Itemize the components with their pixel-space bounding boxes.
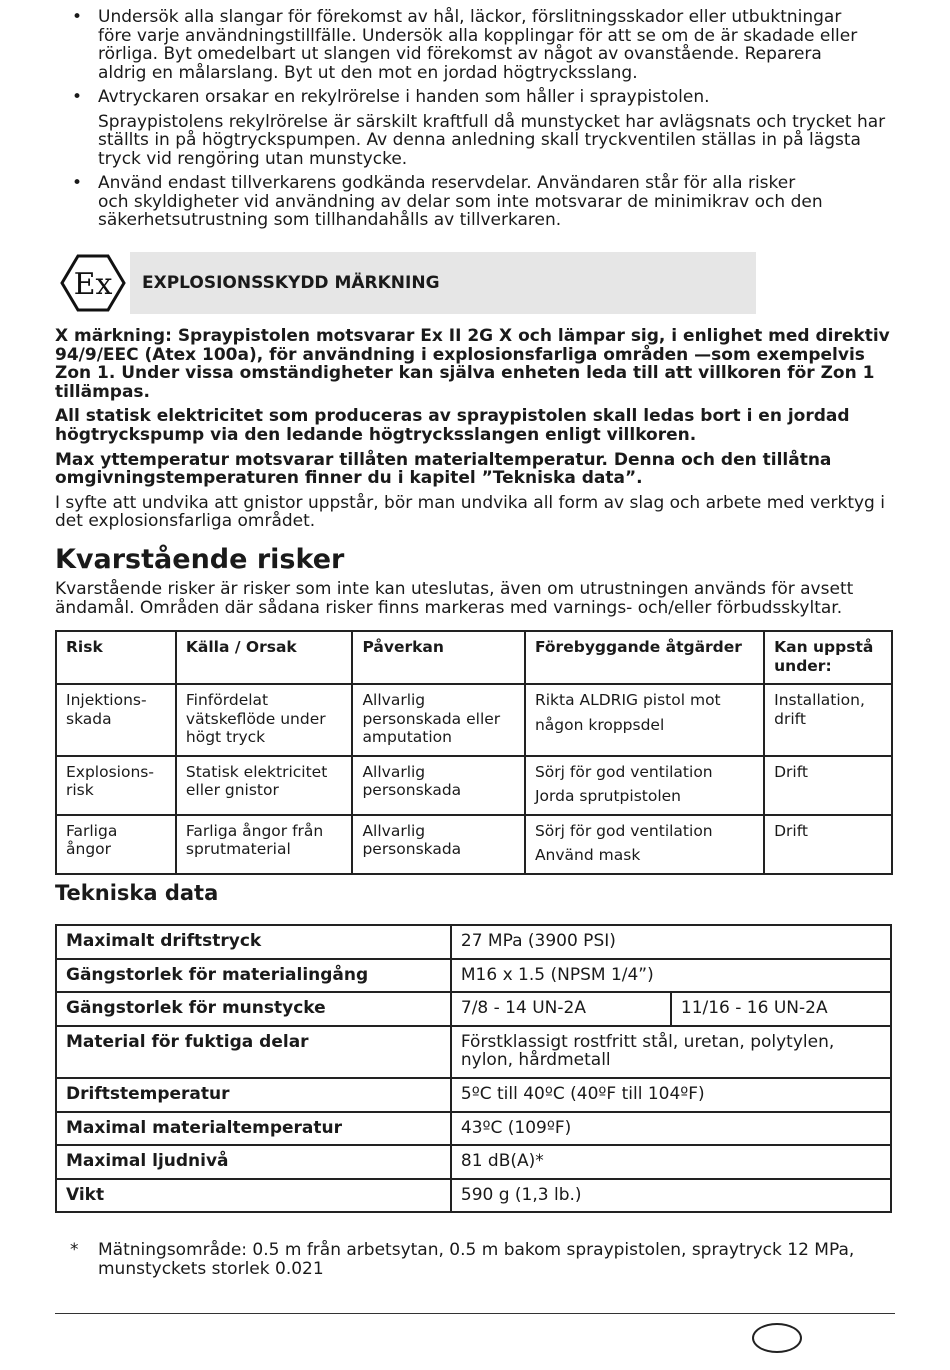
bullet-line: Avtryckaren orsakar en rekylrörelse i handen som håller i spraypistolen. <box>98 87 710 107</box>
risk-table-cell <box>525 756 764 815</box>
tech-value: 7/8 - 14 UN-2A <box>451 992 671 1026</box>
risk-table-cell <box>525 684 764 756</box>
risk-table-cell <box>56 756 176 815</box>
tech-value: 81 dB(A)* <box>451 1145 891 1179</box>
cell-line: högt tryck <box>185 728 266 746</box>
bullet-line: och skyldigheter vid användning av delar som inte motsvarar de minimikrav och den <box>98 191 823 212</box>
bullet-line: säkerhetsutrustning som tillhandahålls av tillverkaren. <box>98 210 562 230</box>
table-row <box>56 756 892 815</box>
risk-table-cell <box>764 756 892 815</box>
x-marking-paragraph <box>55 407 895 444</box>
x-marking-paragraph <box>55 494 895 531</box>
bullet-item <box>70 88 900 107</box>
bullet-continuation <box>70 113 900 169</box>
table-row <box>56 992 891 1026</box>
bullet-item <box>70 174 900 230</box>
header-line: Påverkan <box>362 638 444 656</box>
table-row <box>56 815 892 874</box>
risk-table-header <box>525 631 764 684</box>
cell-line: ångor <box>66 840 112 858</box>
value-line: nylon, hårdmetall <box>460 1050 611 1071</box>
cell-line: risk <box>66 781 94 799</box>
ex-marking-banner <box>56 252 756 314</box>
cell-line: sprutmaterial <box>185 840 291 858</box>
risk-table-cell <box>176 815 353 874</box>
table-row <box>56 1078 891 1112</box>
cell-line: Farliga <box>66 821 118 840</box>
header-line: Kan uppstå <box>774 638 874 656</box>
risk-table-cell <box>176 684 353 756</box>
bullet-line: tryck vid rengöring utan munstycke. <box>98 148 408 169</box>
paragraph-line: det explosionsfarliga området. <box>55 511 316 532</box>
page-number-oval <box>752 1323 802 1353</box>
tech-value: 590 g (1,3 lb.) <box>451 1179 891 1213</box>
bullet-line: Spraypistolens rekylrörelse är särskilt kraftfull då munstycket har avlägsnats och trycket har <box>98 111 886 132</box>
table-row <box>56 1112 891 1146</box>
tech-label: Driftstemperatur <box>56 1078 451 1112</box>
footnote-line: munstyckets storlek 0.021 <box>98 1258 324 1279</box>
bullet-dot-icon: • <box>72 7 83 27</box>
ex-hexagon-icon <box>56 252 130 314</box>
bullet-line: aldrig en målarslang. Byt ut den mot en jordad högtrycksslang. <box>98 62 638 83</box>
x-marking-paragraph <box>55 327 895 401</box>
bullet-dot-icon: • <box>72 173 83 193</box>
tech-value: 5ºC till 40ºC (40ºF till 104ºF) <box>451 1078 891 1112</box>
tech-label: Maximalt driftstryck <box>56 925 451 959</box>
risk-table <box>55 630 893 875</box>
tech-label: Maximal materialtemperatur <box>56 1112 451 1146</box>
paragraph-line: I syfte att undvika att gnistor uppstår, bör man undvika all form av slag och arbete med verktyg i <box>55 492 885 513</box>
cell-line: någon kroppsdel <box>534 715 665 734</box>
cell-line: Drift <box>774 762 809 781</box>
bullet-line: Använd endast tillverkarens godkända reservdelar. Användaren står för alla risker <box>98 173 796 193</box>
risk-table-header <box>352 631 525 684</box>
cell-line: personskada eller <box>362 709 501 728</box>
paragraph-line: X märkning: Spraypistolen motsvarar Ex II 2G X och lämpar sig, i enlighet med direktiv <box>55 326 890 346</box>
cell-line: personskada <box>362 840 462 858</box>
cell-line: amputation <box>362 728 452 746</box>
bullet-line: Undersök alla slangar för förekomst av hål, läckor, förslitningsskador eller utbuktningar <box>98 7 842 27</box>
footnote-marker: * <box>70 1240 79 1260</box>
header-line: Källa / Orsak <box>185 638 297 656</box>
risk-table-cell <box>176 756 353 815</box>
x-marking-paragraph <box>55 451 895 488</box>
risk-table-cell <box>525 815 764 874</box>
cell-line: Rikta ALDRIG pistol mot <box>534 691 721 709</box>
cell-line: Statisk elektricitet <box>185 762 328 781</box>
bullet-line: ställts in på högtryckspumpen. Av denna anledning skall tryckventilen ställas in på lägsta <box>98 130 861 150</box>
paragraph-line: 94/9/EEC (Atex 100a), för användning i explosionsfarliga områden —som exempelvis <box>55 344 865 365</box>
tech-label: Maximal ljudnivå <box>56 1145 451 1179</box>
risk-table-cell <box>764 684 892 756</box>
cell-line: eller gnistor <box>185 781 279 799</box>
x-marking-text <box>55 327 895 537</box>
footnote <box>70 1241 890 1278</box>
table-row <box>56 925 891 959</box>
tech-label: Gängstorlek för munstycke <box>56 992 451 1026</box>
cell-line: Finfördelat <box>185 691 269 709</box>
bullet-line: rörliga. Byt omedelbart ut slangen vid förekomst av något av ovanstående. Reparera <box>98 44 822 64</box>
tech-value: 27 MPa (3900 PSI) <box>451 925 891 959</box>
risk-table-cell <box>764 815 892 874</box>
table-row <box>56 1026 891 1078</box>
svg-text:Ex: Ex <box>73 267 113 302</box>
bullet-line: före varje användningstillfälle. Undersök alla kopplingar för att se om de är skadade eller <box>98 25 858 46</box>
tech-label: Gängstorlek för materialingång <box>56 959 451 993</box>
tech-value: M16 x 1.5 (NPSM 1/4”) <box>451 959 891 993</box>
table-row <box>56 1179 891 1213</box>
bullet-dot-icon: • <box>72 87 83 107</box>
bullet-item <box>70 8 900 82</box>
risk-table-header <box>764 631 892 684</box>
safety-bullets <box>70 8 900 236</box>
cell-line: Installation, <box>774 691 865 709</box>
tech-value <box>451 1026 891 1078</box>
paragraph-line: tillämpas. <box>55 381 151 402</box>
risk-table-header <box>56 631 176 684</box>
cell-line: drift <box>774 709 806 728</box>
footnote-line: Mätningsområde: 0.5 m från arbetsytan, 0.5 m bakom spraypistolen, spraytryck 12 MPa, <box>98 1240 855 1260</box>
cell-line: skada <box>66 709 112 728</box>
intro-line: ändamål. Områden där sådana risker finns markeras med varnings- och/eller förbudsskyltar. <box>55 597 843 618</box>
header-line: Risk <box>66 638 103 656</box>
risk-table-cell <box>352 756 525 815</box>
paragraph-line: Zon 1. Under vissa omständigheter kan själva enheten leda till att villkoren för Zon 1 <box>55 363 875 384</box>
header-line: under: <box>774 656 832 675</box>
paragraph-line: högtryckspump via den ledande högtrycksslangen enligt villkoren. <box>55 424 697 445</box>
risk-table-cell <box>352 684 525 756</box>
tech-value: 43ºC (109ºF) <box>451 1112 891 1146</box>
cell-line: Allvarlig <box>362 691 426 709</box>
paragraph-line: All statisk elektricitet som produceras av spraypistolen skall ledas bort i en jordad <box>55 406 850 427</box>
risker-heading: Kvarstående risker <box>55 544 345 575</box>
ex-title-band <box>130 252 756 314</box>
risk-table-cell <box>352 815 525 874</box>
header-line: Förebyggande åtgärder <box>534 638 742 656</box>
cell-line: Sörj för god ventilation <box>534 821 713 840</box>
risk-table-cell <box>56 684 176 756</box>
cell-line: Drift <box>774 821 809 840</box>
cell-line: Allvarlig <box>362 762 426 781</box>
value-line: Förstklassigt rostfritt stål, uretan, polytylen, <box>460 1031 835 1052</box>
table-row <box>56 684 892 756</box>
tech-value: 11/16 - 16 UN-2A <box>671 992 891 1026</box>
cell-line: Använd mask <box>534 846 641 864</box>
cell-line: Explosions- <box>66 762 154 781</box>
footer-divider <box>55 1313 895 1314</box>
cell-line: Injektions- <box>66 691 147 709</box>
tech-label: Vikt <box>56 1179 451 1213</box>
tech-label: Material för fuktiga delar <box>56 1026 451 1078</box>
cell-line: Jorda sprutpistolen <box>534 787 682 805</box>
table-row <box>56 1145 891 1179</box>
risker-intro <box>55 580 895 617</box>
cell-line: Allvarlig <box>362 821 426 840</box>
tekniska-heading: Tekniska data <box>55 881 219 905</box>
cell-line: Sörj för god ventilation <box>534 762 713 781</box>
table-row <box>56 959 891 993</box>
paragraph-line: omgivningstemperaturen finner du i kapitel ”Tekniska data”. <box>55 468 643 489</box>
risk-table-header <box>176 631 353 684</box>
ex-title: EXPLOSIONSSKYDD MÄRKNING <box>142 273 440 293</box>
cell-line: vätskeflöde under <box>185 709 326 728</box>
intro-line: Kvarstående risker är risker som inte kan uteslutas, även om utrustningen används för avsett <box>55 579 854 599</box>
risk-table-cell <box>56 815 176 874</box>
footnote-text <box>70 1241 890 1278</box>
cell-line: personskada <box>362 781 462 799</box>
paragraph-line: Max yttemperatur motsvarar tillåten materialtemperatur. Denna och den tillåtna <box>55 449 832 470</box>
cell-line: Farliga ångor från <box>185 821 324 840</box>
tech-data-table <box>55 924 892 1213</box>
